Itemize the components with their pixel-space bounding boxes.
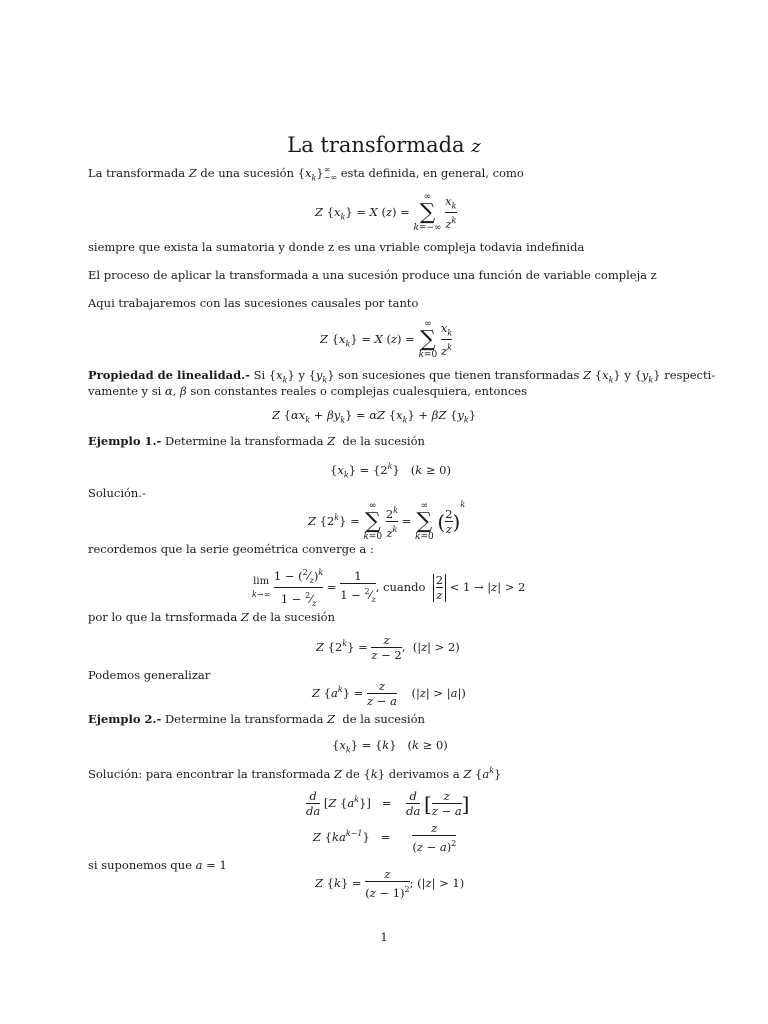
paragraph-proceso: El proceso de aplicar la transformada a una sucesión produce una función de variable compleja z <box>88 268 657 282</box>
paragraph-geometric: recordemos que la serie geométrica converge a : <box>88 542 374 556</box>
title-text: La transformada <box>287 133 465 157</box>
page-number: 1 <box>380 930 388 944</box>
equation-geometric-limit: lim k→∞ $\frac{1 - (^2⁄_z)^k}{1 - ^2⁄_z}$ = $\frac{1}{1 - ^2⁄_z}$ , cuando $\frac{2}{z}$ < 1 → |z| > 2 <box>252 568 526 609</box>
equation-causal: Z $\{x_k\} = X$ (z) = ∞ ∑ k=0 $\frac{x_k}{z^k}$ <box>320 319 453 360</box>
property-label: Propiedad de linealidad.- <box>88 368 250 382</box>
paragraph-generalize: Podemos generalizar <box>88 668 211 682</box>
page-title <box>0 132 768 160</box>
equation-result2: Z {k} = $\frac{z}{(z - 1)^2}$ ; (|z| > 1) <box>315 867 465 900</box>
equation-derivative-1: $\frac{d}{da}$ [Z $\{a^k\}$] = $\frac{d}{da}$ [ $\frac{z}{z - a}$ ] <box>306 789 470 818</box>
property-linearity-line1: Propiedad de linealidad.- Si $\{x_k\}$ y $\{y_k\}$ son sucesiones que tienen transformadas Z $\{x_k\}$ y $\{y_k\}$ respecti- <box>88 368 716 385</box>
equation-example1-seq: $\{x_k\} = \{2^k\} (k \ge 0)$ <box>330 462 451 480</box>
property-linearity-line2: vamente y si α, β son constantes reales o complejas cualesquiera, entonces <box>88 384 527 398</box>
equation-example2-seq: $\{x_k\} = \{k\} (k \ge 0)$ <box>332 738 448 755</box>
title-variable: z <box>471 136 481 157</box>
cuando-text: , cuando <box>375 580 426 595</box>
paragraph-transformada: por lo que la trnsformada Z de la sucesión <box>88 610 335 624</box>
paragraph-suppose: si suponemos que a = 1 <box>88 858 227 872</box>
example2-label: Ejemplo 2.- <box>88 712 162 726</box>
solution1-label: Solución.- <box>88 486 146 500</box>
paragraph-sumatoria: siempre que exista la sumatoria y donde z es una vriable compleja todavia indefinida <box>88 240 585 254</box>
example1-heading: Ejemplo 1.- Determine la transformada Z de la sucesión <box>88 434 425 448</box>
equation-result1: Z $\{2^k\}$ = $\frac{z}{z - 2}$ , (|z| > 2) <box>316 633 460 662</box>
example1-label: Ejemplo 1.- <box>88 434 162 448</box>
example2-heading: Ejemplo 2.- Determine la transformada Z de la sucesión <box>88 712 425 726</box>
equation-linearity: Z $\{\alpha x_k + \beta y_k\} = \alpha Z$ $\{x_k\} + \beta Z$ $\{y_k\}$ <box>272 408 477 425</box>
equation-derivative-2: Z $\{ka^{k-1}\}$ = $\frac{z}{(z - a)^2}$ <box>313 821 457 854</box>
equation-general: Z $\{a^k\}$ = $\frac{z}{z - a}$ (|z| > |a|) <box>312 679 466 708</box>
solution2-text: Solución: para encontrar la transformada Z de {k} derivamos a Z $\{a^k\}$ <box>88 766 502 781</box>
paragraph-definition: La transformada Z de una sucesión $\{x_k\}\infty$ −∞ esta definida, en general, como <box>88 165 524 183</box>
equation-example1-sum: Z $\{2^k\}$ = ∞ ∑ k=0 $\frac{2^k}{z^k}$ = ∞ ∑ k=0 ( $\frac{2}{z}$ )$^k$ <box>308 500 466 542</box>
paragraph-causales: Aqui trabajaremos con las sucesiones causales por tanto <box>88 296 419 310</box>
equation-definition: Z $\{x_k\} = X$ (z) = ∞ ∑ k=−∞ $\frac{x_k}{z^k}$ <box>315 192 457 233</box>
